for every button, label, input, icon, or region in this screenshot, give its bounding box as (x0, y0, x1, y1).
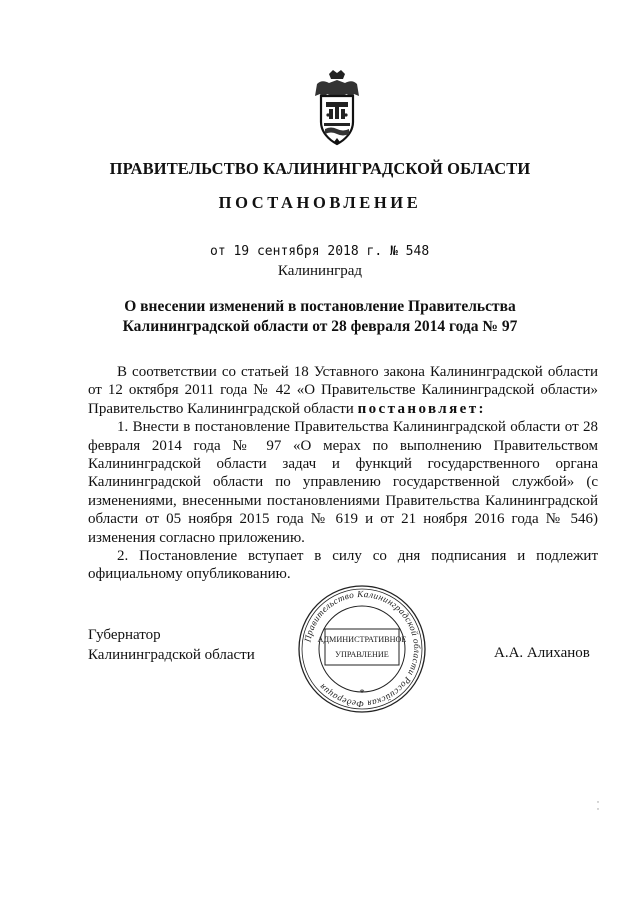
document-date-number: от 19 сентября 2018 г. № 548 (210, 244, 430, 259)
stamp-star: * (359, 687, 365, 699)
stamp-ring-text: Правительство Калининградской области Российская Федерация (302, 588, 423, 710)
resolves-keyword: постановляет: (357, 400, 486, 417)
document-city: Калининград (277, 263, 363, 279)
document-title (0, 297, 640, 337)
document-title-line-1: О внесении изменений в постановление Правительства (124, 298, 516, 315)
signer-position (88, 625, 255, 665)
document-title-line-2: Калининградской области от 28 февраля 2014 года № 97 (122, 318, 518, 335)
official-seal-stamp (294, 584, 430, 714)
scan-artifact-mark (597, 800, 599, 812)
signer-position-line-2: Калининградской области (88, 647, 255, 663)
document-type-heading: ПОСТАНОВЛЕНИЕ (218, 193, 422, 212)
preamble-paragraph (88, 363, 598, 418)
document-body (88, 363, 598, 584)
preamble-text: В соответствии со статьей 18 Уставного закона Калининградской области от 12 октября 2011 года № 42 «О Правительстве Калининградской области» Правительство Калининградской области (88, 364, 598, 417)
signer-name: А.А. Алиханов (494, 645, 590, 661)
item-2-paragraph: 2. Постановление вступает в силу со дня подписания и подлежит официальному опубликованию. (88, 548, 598, 583)
item-1-paragraph: 1. Внести в постановление Правительства Калининградской области от 28 февраля 2014 года № 97 «О мерах по выполнению Правительством Калининградской области задач и функций государственного органа Калининградской области по управлению государственной службой» (с изменениями, внесенными постановлениями Правительства Калининградской области от 05 ноября 2015 года № 619 и от 21 ноября 2016 года № 546) изменения согласно приложению. (88, 419, 598, 546)
stamp-center-line-2: УПРАВЛЕНИЕ (335, 650, 389, 659)
signer-position-line-1: Губернатор (88, 627, 161, 643)
coat-of-arms-emblem (307, 68, 367, 146)
organization-heading: ПРАВИТЕЛЬСТВО КАЛИНИНГРАДСКОЙ ОБЛАСТИ (109, 159, 531, 178)
stamp-center-line-1: АДМИНИСТРАТИВНОЕ (317, 635, 407, 644)
